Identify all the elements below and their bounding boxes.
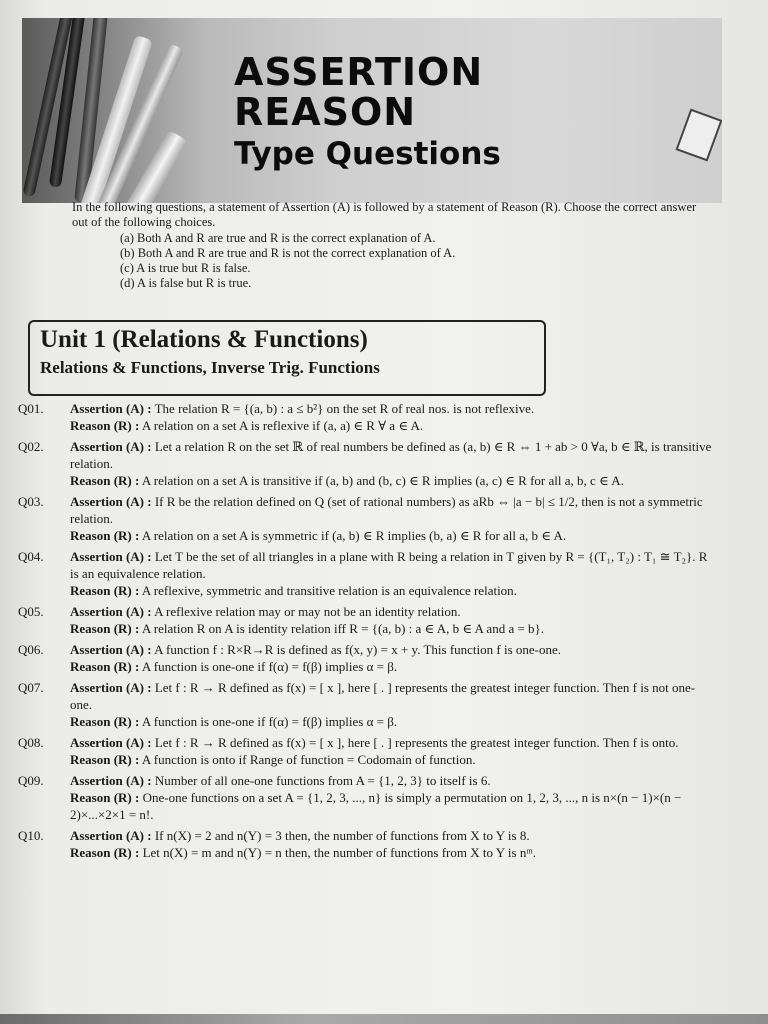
reason-text: A relation R on A is identity relation iff R = {(a, b) : a ∈ A, b ∈ A and a = b}. bbox=[141, 621, 545, 636]
question-number: Q08. bbox=[18, 735, 44, 750]
question-list bbox=[18, 400, 714, 865]
instructions-text: In the following questions, a statement of Assertion (A) is followed by a statement of Reason (R). Choose the correct answer out of the following choices. bbox=[72, 200, 697, 229]
option-c: (c) A is true but R is false. bbox=[120, 261, 251, 275]
reason-label: Reason (R) : bbox=[70, 473, 140, 488]
assertion-label: Assertion (A) : bbox=[70, 604, 152, 619]
reason-text: A function is one-one if f(α) = f(β) implies α = β. bbox=[141, 659, 398, 674]
reason-label: Reason (R) : bbox=[70, 752, 140, 767]
banner-title bbox=[234, 52, 501, 174]
question-item bbox=[18, 438, 714, 489]
question-item bbox=[18, 400, 714, 434]
assertion-label: Assertion (A) : bbox=[70, 828, 152, 843]
assertion-label: Assertion (A) : bbox=[70, 735, 152, 750]
assertion-label: Assertion (A) : bbox=[70, 494, 152, 509]
reason-label: Reason (R) : bbox=[70, 418, 140, 433]
question-number: Q02. bbox=[18, 439, 44, 454]
reason-label: Reason (R) : bbox=[70, 659, 140, 674]
question-item bbox=[18, 734, 714, 768]
assertion-label: Assertion (A) : bbox=[70, 549, 152, 564]
assertion-label: Assertion (A) : bbox=[70, 401, 152, 416]
decorative-icon bbox=[676, 109, 722, 162]
assertion-text: Let f : R → R defined as f(x) = [ x ], here [ . ] represents the greatest integer function. Then f is onto. bbox=[154, 735, 679, 750]
reason-label: Reason (R) : bbox=[70, 583, 140, 598]
reason-text: A reflexive, symmetric and transitive relation is an equivalence relation. bbox=[141, 583, 517, 598]
question-item bbox=[18, 679, 714, 730]
question-number: Q01. bbox=[18, 401, 44, 416]
assertion-label: Assertion (A) : bbox=[70, 439, 152, 454]
title-line-3: Type Questions bbox=[234, 136, 501, 172]
assertion-text: Let a relation R on the set ℝ of real numbers be defined as (a, b) ∈ R ⇔ 1 + ab > 0 ∀a, b ∈ ℝ, is transitive relation. bbox=[70, 439, 712, 471]
unit-title: Unit 1 (Relations & Functions) bbox=[40, 326, 368, 353]
header-banner bbox=[22, 18, 722, 203]
question-number: Q10. bbox=[18, 828, 44, 843]
assertion-label: Assertion (A) : bbox=[70, 680, 152, 695]
option-a: (a) Both A and R are true and R is the correct explanation of A. bbox=[120, 231, 436, 245]
answer-options bbox=[120, 231, 712, 291]
reason-text: A relation on a set A is symmetric if (a, b) ∈ R implies (b, a) ∈ R for all a, b ∈ A. bbox=[141, 528, 567, 543]
reason-text: A function is onto if Range of function = Codomain of function. bbox=[141, 752, 476, 767]
reason-label: Reason (R) : bbox=[70, 621, 140, 636]
question-item bbox=[18, 603, 714, 637]
reason-label: Reason (R) : bbox=[70, 790, 140, 805]
question-item bbox=[18, 548, 714, 599]
title-line-1: ASSERTION bbox=[234, 50, 484, 94]
question-number: Q09. bbox=[18, 773, 44, 788]
reason-text: One-one functions on a set A = {1, 2, 3, ..., n} is simply a permutation on 1, 2, 3, ..., n is n×(n − 1)×(n − 2)×...×2×1 = n!. bbox=[70, 790, 682, 822]
assertion-text: If n(X) = 2 and n(Y) = 3 then, the number of functions from X to Y is 8. bbox=[154, 828, 530, 843]
assertion-text: A reflexive relation may or may not be an identity relation. bbox=[154, 604, 461, 619]
question-number: Q03. bbox=[18, 494, 44, 509]
assertion-label: Assertion (A) : bbox=[70, 773, 152, 788]
assertion-text: Number of all one-one functions from A = {1, 2, 3} to itself is 6. bbox=[154, 773, 491, 788]
question-number: Q04. bbox=[18, 549, 44, 564]
question-number: Q05. bbox=[18, 604, 44, 619]
assertion-text: The relation R = {(a, b) : a ≤ b²} on the set R of real nos. is not reflexive. bbox=[154, 401, 535, 416]
reason-text: Let n(X) = m and n(Y) = n then, the number of functions from X to Y is nᵐ. bbox=[142, 845, 536, 860]
assertion-text: A function f : R×R→R is defined as f(x, y) = x + y. This function f is one-one. bbox=[154, 642, 562, 657]
unit-subtitle: Relations & Functions, Inverse Trig. Functions bbox=[40, 358, 380, 377]
question-item bbox=[18, 493, 714, 544]
question-number: Q07. bbox=[18, 680, 44, 695]
question-item bbox=[18, 641, 714, 675]
option-d: (d) A is false but R is true. bbox=[120, 276, 252, 290]
option-b: (b) Both A and R are true and R is not the correct explanation of A. bbox=[120, 246, 456, 260]
assertion-label: Assertion (A) : bbox=[70, 642, 152, 657]
instructions bbox=[72, 200, 712, 291]
unit-heading-box bbox=[28, 320, 546, 396]
reason-text: A function is one-one if f(α) = f(β) implies α = β. bbox=[141, 714, 398, 729]
assertion-text: Let f : R → R defined as f(x) = [ x ], here [ . ] represents the greatest integer function. Then f is not one-one. bbox=[70, 680, 696, 712]
reason-label: Reason (R) : bbox=[70, 714, 140, 729]
question-item bbox=[18, 827, 714, 861]
question-item bbox=[18, 772, 714, 823]
reason-text: A relation on a set A is reflexive if (a, a) ∈ R ∀ a ∈ A. bbox=[141, 418, 424, 433]
reason-label: Reason (R) : bbox=[70, 528, 140, 543]
reason-text: A relation on a set A is transitive if (a, b) and (b, c) ∈ R implies (a, c) ∈ R for all a, b, c ∈ A. bbox=[141, 473, 624, 488]
assertion-text: If R be the relation defined on Q (set of rational numbers) as aRb ⇔ |a − b| ≤ 1/2, then is not a symmetric relation. bbox=[70, 494, 703, 526]
question-number: Q06. bbox=[18, 642, 44, 657]
title-line-2: REASON bbox=[234, 90, 417, 134]
assertion-text: Let T be the set of all triangles in a plane with R being a relation in T given by R = {(T₁, T₂) : T₁ ≅ T₂}. R is an equivalence relation. bbox=[70, 549, 708, 581]
footer-bar bbox=[0, 1014, 768, 1024]
reason-label: Reason (R) : bbox=[70, 845, 140, 860]
